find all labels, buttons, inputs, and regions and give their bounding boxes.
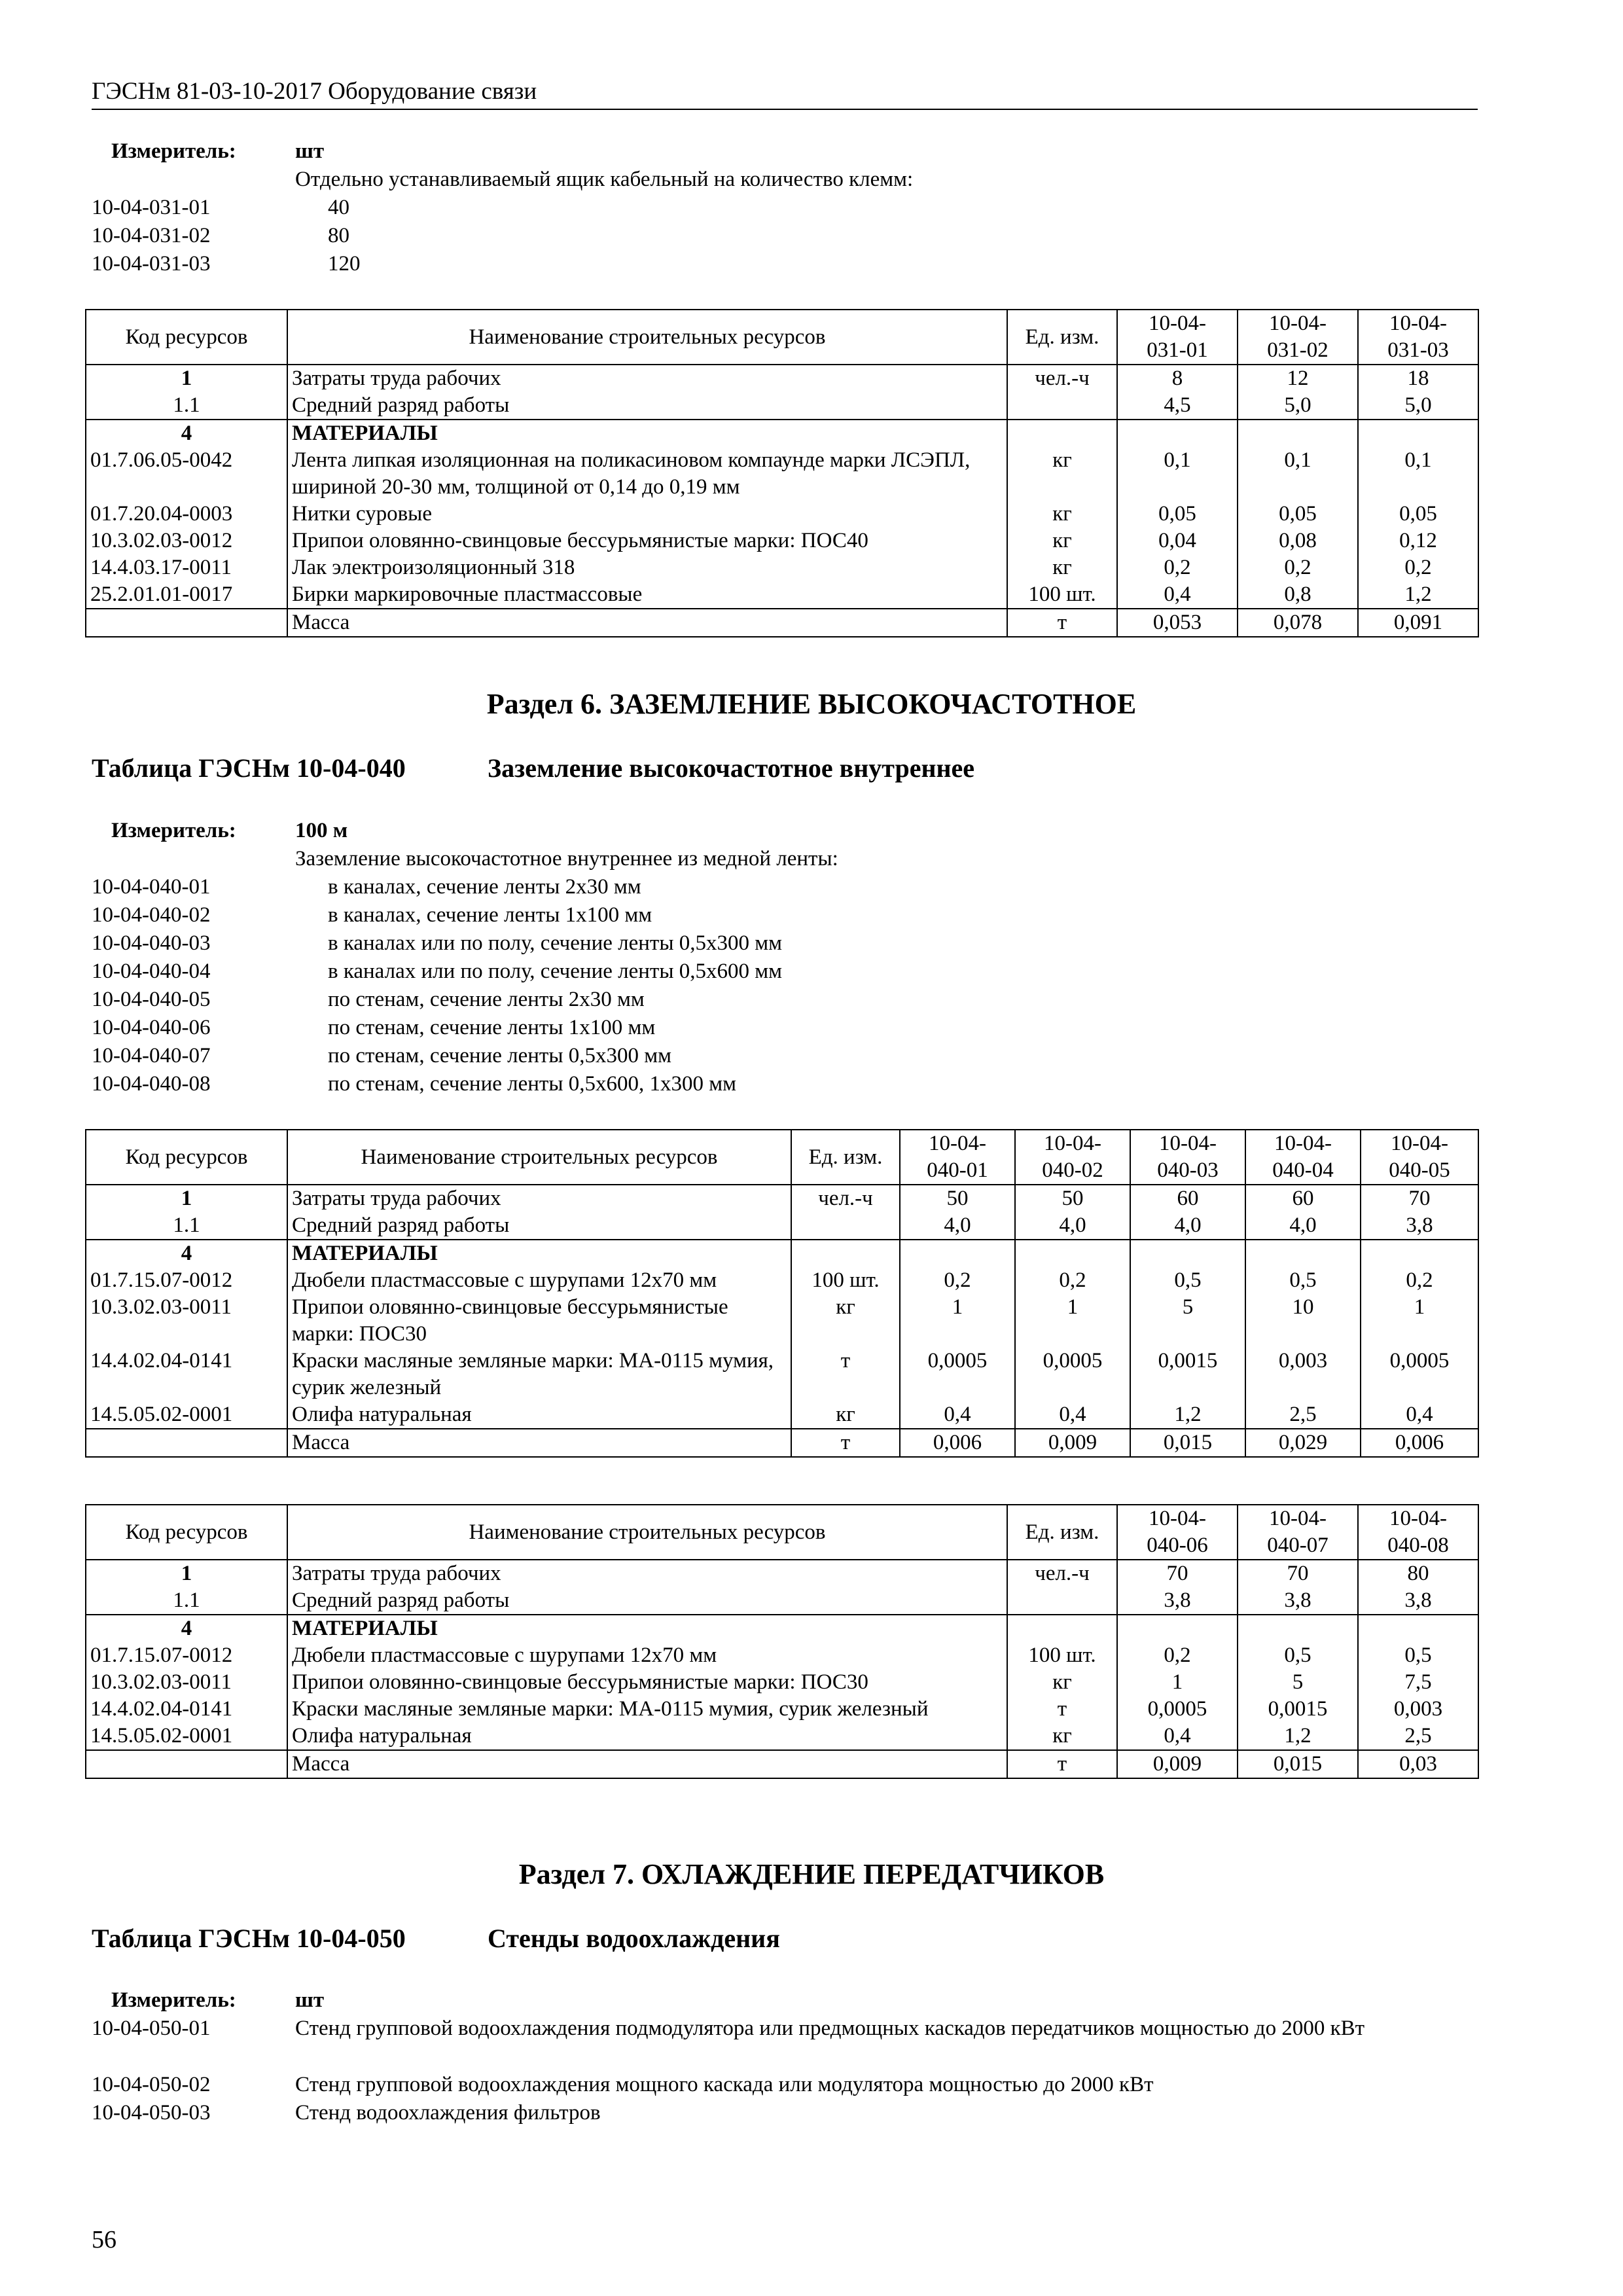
resource-value: 8 xyxy=(1117,365,1238,392)
resource-value: 3,8 xyxy=(1358,1587,1478,1615)
table-row xyxy=(86,1642,1478,1669)
resource-name: Дюбели пластмассовые с шурупами 12х70 мм xyxy=(287,1267,791,1294)
resource-value: 5,0 xyxy=(1238,392,1358,420)
resource-value: 0,006 xyxy=(900,1429,1015,1457)
resource-value: 0,029 xyxy=(1245,1429,1361,1457)
resource-value: 18 xyxy=(1358,365,1478,392)
item-code: 10-04-040-06 xyxy=(92,1016,211,1039)
resource-value: 1 xyxy=(1015,1294,1130,1348)
resource-value: 0,0005 xyxy=(1015,1348,1130,1401)
column-header: 10-04- 040-08 xyxy=(1358,1505,1478,1560)
table-row xyxy=(86,1294,1478,1348)
resource-name: Затраты труда рабочих xyxy=(287,1185,791,1212)
resource-unit: кг xyxy=(1007,501,1117,528)
resource-unit xyxy=(1007,1587,1117,1615)
resource-name: Припои оловянно-свинцовые бессурьмянистые марки: ПОС30 xyxy=(287,1669,1007,1696)
page-header: ГЭСНм 81-03-10-2017 Оборудование связи xyxy=(92,77,1478,110)
resource-value: 0,015 xyxy=(1130,1429,1245,1457)
column-header: Наименование строительных ресурсов xyxy=(287,1505,1007,1560)
item-text: 120 xyxy=(328,252,361,276)
resource-value: 0,0015 xyxy=(1130,1348,1245,1401)
resource-value: 0,1 xyxy=(1358,447,1478,501)
resource-unit: кг xyxy=(1007,1669,1117,1696)
resource-value xyxy=(1238,1615,1358,1642)
table-row xyxy=(86,1267,1478,1294)
resource-value: 1 xyxy=(1117,1669,1238,1696)
table-row xyxy=(86,501,1478,528)
resource-code: 01.7.15.07-0012 xyxy=(86,1642,287,1669)
table-name: Заземление высокочастотное внутреннее xyxy=(488,753,975,783)
item-text: Стенд групповой водоохлаждения мощного каскада или модулятора мощностью до 2000 кВт xyxy=(295,2073,1154,2096)
resource-value xyxy=(1358,420,1478,447)
item-code: 10-04-040-08 xyxy=(92,1072,211,1096)
resource-value: 0,015 xyxy=(1238,1750,1358,1778)
resource-unit: т xyxy=(1007,1696,1117,1723)
resources-table-040-a xyxy=(85,1129,1479,1458)
resource-value: 0,2 xyxy=(1117,554,1238,581)
resource-value: 0,2 xyxy=(1117,1642,1238,1669)
resource-code: 10.3.02.03-0011 xyxy=(86,1294,287,1348)
resource-value: 3,8 xyxy=(1117,1587,1238,1615)
resource-unit: чел.-ч xyxy=(1007,365,1117,392)
resource-value: 5 xyxy=(1238,1669,1358,1696)
column-header: Наименование строительных ресурсов xyxy=(287,310,1007,365)
resource-value: 2,5 xyxy=(1358,1723,1478,1750)
item-code: 10-04-031-02 xyxy=(92,224,211,247)
resource-value: 5 xyxy=(1130,1294,1245,1348)
resource-unit: т xyxy=(1007,1750,1117,1778)
resource-value: 0,5 xyxy=(1358,1642,1478,1669)
resource-name: Нитки суровые xyxy=(287,501,1007,528)
item-code: 10-04-050-03 xyxy=(92,2101,211,2125)
resource-name: Олифа натуральная xyxy=(287,1401,791,1429)
resource-unit: т xyxy=(791,1429,900,1457)
resource-code: 4 xyxy=(86,1615,287,1642)
resource-value: 0,1 xyxy=(1238,447,1358,501)
resource-code: 14.4.03.17-0011 xyxy=(86,554,287,581)
table-row xyxy=(86,1212,1478,1240)
item-code: 10-04-040-03 xyxy=(92,931,211,955)
resource-code: 1 xyxy=(86,1560,287,1587)
table-row xyxy=(86,1429,1478,1457)
page-number: 56 xyxy=(92,2226,116,2253)
column-header: 10-04- 040-01 xyxy=(900,1130,1015,1185)
resource-value: 0,009 xyxy=(1015,1429,1130,1457)
resource-name: Средний разряд работы xyxy=(287,392,1007,420)
item-code: 10-04-040-01 xyxy=(92,875,211,899)
item-code: 10-04-040-02 xyxy=(92,903,211,927)
resource-code: 4 xyxy=(86,420,287,447)
resource-value: 4,0 xyxy=(900,1212,1015,1240)
item-text: Стенд водоохлаждения фильтров xyxy=(295,2101,601,2125)
resource-value: 0,0005 xyxy=(900,1348,1015,1401)
table-row xyxy=(86,420,1478,447)
resource-value: 3,8 xyxy=(1238,1587,1358,1615)
resource-code: 1 xyxy=(86,1185,287,1212)
column-header: Наименование строительных ресурсов xyxy=(287,1130,791,1185)
resource-value xyxy=(1117,420,1238,447)
resource-value: 1 xyxy=(1361,1294,1478,1348)
column-header: 10-04- 040-06 xyxy=(1117,1505,1238,1560)
resource-value xyxy=(1130,1240,1245,1267)
resource-value xyxy=(1361,1240,1478,1267)
table-number: Таблица ГЭСНм 10-04-040 xyxy=(92,753,406,783)
resource-name: МАТЕРИАЛЫ xyxy=(287,1615,1007,1642)
resource-value: 0,04 xyxy=(1117,528,1238,554)
resource-value: 50 xyxy=(900,1185,1015,1212)
table-name: Стенды водоохлаждения xyxy=(488,1924,780,1953)
resource-value: 0,091 xyxy=(1358,609,1478,637)
column-header: 10-04- 040-03 xyxy=(1130,1130,1245,1185)
resource-code: 14.4.02.04-0141 xyxy=(86,1348,287,1401)
resource-unit: 100 шт. xyxy=(1007,1642,1117,1669)
table-row xyxy=(86,528,1478,554)
table-row xyxy=(86,1615,1478,1642)
section-6-title: Раздел 6. ЗАЗЕМЛЕНИЕ ВЫСОКОЧАСТОТНОЕ xyxy=(486,688,1137,720)
resource-code: 1 xyxy=(86,365,287,392)
item-text: в каналах или по полу, сечение ленты 0,5х300 мм xyxy=(328,931,783,955)
column-header: Ед. изм. xyxy=(1007,1505,1117,1560)
resource-value: 0,05 xyxy=(1117,501,1238,528)
resource-value: 0,05 xyxy=(1238,501,1358,528)
resource-value: 70 xyxy=(1361,1185,1478,1212)
resource-code: 4 xyxy=(86,1240,287,1267)
table-row xyxy=(86,1750,1478,1778)
resource-unit: кг xyxy=(1007,528,1117,554)
resource-unit xyxy=(1007,420,1117,447)
resource-value xyxy=(1245,1240,1361,1267)
resource-value: 4,0 xyxy=(1130,1212,1245,1240)
resource-name: МАТЕРИАЛЫ xyxy=(287,1240,791,1267)
resource-value: 0,1 xyxy=(1117,447,1238,501)
resource-name: Затраты труда рабочих xyxy=(287,1560,1007,1587)
resource-value: 0,08 xyxy=(1238,528,1358,554)
resource-value: 4,0 xyxy=(1245,1212,1361,1240)
measure-value: 100 м xyxy=(295,819,348,842)
resource-value: 5,0 xyxy=(1358,392,1478,420)
resource-unit: кг xyxy=(791,1401,900,1429)
table-row xyxy=(86,1401,1478,1429)
resource-value: 0,2 xyxy=(1015,1267,1130,1294)
resource-name: Масса xyxy=(287,1429,791,1457)
table-row xyxy=(86,1560,1478,1587)
resource-code: 14.5.05.02-0001 xyxy=(86,1723,287,1750)
item-text: 40 xyxy=(328,196,349,219)
resource-unit xyxy=(1007,392,1117,420)
column-header: 10-04- 031-01 xyxy=(1117,310,1238,365)
resource-code: 01.7.06.05-0042 xyxy=(86,447,287,501)
table-row xyxy=(86,581,1478,609)
resource-value: 10 xyxy=(1245,1294,1361,1348)
column-header: Ед. изм. xyxy=(791,1130,900,1185)
resource-value: 7,5 xyxy=(1358,1669,1478,1696)
resource-name: Масса xyxy=(287,609,1007,637)
resource-value: 0,4 xyxy=(900,1401,1015,1429)
resource-value xyxy=(900,1240,1015,1267)
resources-table-040-b xyxy=(85,1504,1479,1779)
resource-code: 14.5.05.02-0001 xyxy=(86,1401,287,1429)
resource-value: 0,4 xyxy=(1117,1723,1238,1750)
resource-code: 1.1 xyxy=(86,1587,287,1615)
resource-value: 0,078 xyxy=(1238,609,1358,637)
item-text: в каналах или по полу, сечение ленты 0,5х600 мм xyxy=(328,960,783,983)
table-number: Таблица ГЭСНм 10-04-050 xyxy=(92,1924,406,1953)
table-title-040 xyxy=(92,753,975,783)
resource-value: 4,5 xyxy=(1117,392,1238,420)
column-header: 10-04- 040-05 xyxy=(1361,1130,1478,1185)
table-row xyxy=(86,1696,1478,1723)
table-header-row xyxy=(86,310,1478,365)
resource-code: 01.7.15.07-0012 xyxy=(86,1267,287,1294)
resource-value: 0,2 xyxy=(1361,1267,1478,1294)
section-7-title: Раздел 7. ОХЛАЖДЕНИЕ ПЕРЕДАТЧИКОВ xyxy=(518,1858,1105,1890)
resource-unit: 100 шт. xyxy=(1007,581,1117,609)
measure-value: шт xyxy=(295,139,325,163)
block-description: Отдельно устанавливаемый ящик кабельный на количество клемм: xyxy=(295,168,914,191)
resource-unit: кг xyxy=(1007,554,1117,581)
resource-value: 0,006 xyxy=(1361,1429,1478,1457)
resource-value: 0,0005 xyxy=(1361,1348,1478,1401)
item-text: в каналах, сечение ленты 2х30 мм xyxy=(328,875,641,899)
resource-name: Припои оловянно-свинцовые бессурьмянистые марки: ПОС30 xyxy=(287,1294,791,1348)
resource-code: 01.7.20.04-0003 xyxy=(86,501,287,528)
resource-value: 0,5 xyxy=(1238,1642,1358,1669)
item-code: 10-04-050-01 xyxy=(92,2017,211,2040)
resource-value: 0,8 xyxy=(1238,581,1358,609)
resource-value: 0,009 xyxy=(1117,1750,1238,1778)
resource-name: Средний разряд работы xyxy=(287,1587,1007,1615)
block-description: Заземление высокочастотное внутреннее из медной ленты: xyxy=(295,847,838,870)
table-row xyxy=(86,1348,1478,1401)
table-row xyxy=(86,609,1478,637)
measure-value: шт xyxy=(295,1988,325,2012)
table-row xyxy=(86,392,1478,420)
column-header: Код ресурсов xyxy=(86,310,287,365)
resource-unit xyxy=(791,1240,900,1267)
resource-value: 4,0 xyxy=(1015,1212,1130,1240)
resource-value: 1 xyxy=(900,1294,1015,1348)
resource-unit xyxy=(791,1212,900,1240)
column-header: 10-04- 040-02 xyxy=(1015,1130,1130,1185)
resource-value: 2,5 xyxy=(1245,1401,1361,1429)
resource-unit: кг xyxy=(791,1294,900,1348)
resource-value: 60 xyxy=(1130,1185,1245,1212)
column-header: 10-04- 040-07 xyxy=(1238,1505,1358,1560)
resource-name: Лента липкая изоляционная на поликасиновом компаунде марки ЛСЭПЛ, шириной 20-30 мм, толщиной от 0,14 до 0,19 мм xyxy=(287,447,1007,501)
resource-code: 10.3.02.03-0012 xyxy=(86,528,287,554)
table-row xyxy=(86,1240,1478,1267)
resource-name: Краски масляные земляные марки: МА-0115 мумия, сурик железный xyxy=(287,1696,1007,1723)
item-code: 10-04-031-01 xyxy=(92,196,211,219)
resource-name: Бирки маркировочные пластмассовые xyxy=(287,581,1007,609)
resource-value: 0,4 xyxy=(1015,1401,1130,1429)
resource-unit: чел.-ч xyxy=(1007,1560,1117,1587)
resource-value: 50 xyxy=(1015,1185,1130,1212)
resource-name: Масса xyxy=(287,1750,1007,1778)
item-code: 10-04-031-03 xyxy=(92,252,211,276)
resource-value: 0,4 xyxy=(1117,581,1238,609)
resource-value xyxy=(1238,420,1358,447)
resource-code xyxy=(86,609,287,637)
resource-value: 3,8 xyxy=(1361,1212,1478,1240)
table-row xyxy=(86,1185,1478,1212)
resource-value: 80 xyxy=(1358,1560,1478,1587)
measure-label: Измеритель: xyxy=(111,819,236,842)
item-code: 10-04-040-05 xyxy=(92,988,211,1011)
measure-label: Измеритель: xyxy=(111,139,236,163)
resource-code xyxy=(86,1750,287,1778)
resource-value: 0,05 xyxy=(1358,501,1478,528)
resource-value: 1,2 xyxy=(1358,581,1478,609)
resource-value: 0,4 xyxy=(1361,1401,1478,1429)
table-row xyxy=(86,1723,1478,1750)
item-code: 10-04-050-02 xyxy=(92,2073,211,2096)
resource-value xyxy=(1117,1615,1238,1642)
resource-code xyxy=(86,1429,287,1457)
item-code: 10-04-040-07 xyxy=(92,1044,211,1067)
item-code: 10-04-040-04 xyxy=(92,960,211,983)
column-header: 10-04- 031-03 xyxy=(1358,310,1478,365)
resource-value: 0,0015 xyxy=(1238,1696,1358,1723)
table-title-050 xyxy=(92,1923,780,1954)
resource-name: МАТЕРИАЛЫ xyxy=(287,420,1007,447)
measure-block-050 xyxy=(92,1986,1478,2127)
resource-code: 10.3.02.03-0011 xyxy=(86,1669,287,1696)
resource-value: 0,5 xyxy=(1245,1267,1361,1294)
table-header-row xyxy=(86,1505,1478,1560)
column-header: 10-04- 040-04 xyxy=(1245,1130,1361,1185)
resource-value: 1,2 xyxy=(1238,1723,1358,1750)
table-row xyxy=(86,554,1478,581)
resource-code: 1.1 xyxy=(86,392,287,420)
resource-name: Лак электроизоляционный 318 xyxy=(287,554,1007,581)
resource-value: 0,003 xyxy=(1358,1696,1478,1723)
resource-value: 70 xyxy=(1117,1560,1238,1587)
resource-code: 14.4.02.04-0141 xyxy=(86,1696,287,1723)
resource-value: 0,003 xyxy=(1245,1348,1361,1401)
item-text: по стенам, сечение ленты 1х100 мм xyxy=(328,1016,656,1039)
resource-code: 25.2.01.01-0017 xyxy=(86,581,287,609)
resource-name: Затраты труда рабочих xyxy=(287,365,1007,392)
resource-value: 0,5 xyxy=(1130,1267,1245,1294)
resource-value: 70 xyxy=(1238,1560,1358,1587)
table-row xyxy=(86,1587,1478,1615)
item-text: по стенам, сечение ленты 2х30 мм xyxy=(328,988,645,1011)
resource-name: Припои оловянно-свинцовые бессурьмянистые марки: ПОС40 xyxy=(287,528,1007,554)
resources-table-031 xyxy=(85,309,1479,637)
resource-value: 0,2 xyxy=(1238,554,1358,581)
resource-unit: кг xyxy=(1007,1723,1117,1750)
resource-value xyxy=(1015,1240,1130,1267)
resource-unit xyxy=(1007,1615,1117,1642)
resource-value: 0,2 xyxy=(1358,554,1478,581)
column-header: 10-04- 031-02 xyxy=(1238,310,1358,365)
resource-value: 60 xyxy=(1245,1185,1361,1212)
resource-unit: т xyxy=(791,1348,900,1401)
table-row xyxy=(86,1669,1478,1696)
resource-unit: кг xyxy=(1007,447,1117,501)
column-header: Ед. изм. xyxy=(1007,310,1117,365)
resource-value: 0,2 xyxy=(900,1267,1015,1294)
item-text: Стенд групповой водоохлаждения подмодулятора или предмощных каскадов передатчиков мощностью до 2000 кВт xyxy=(295,2017,1365,2040)
column-header: Код ресурсов xyxy=(86,1505,287,1560)
resource-value: 0,0005 xyxy=(1117,1696,1238,1723)
table-header-row xyxy=(86,1130,1478,1185)
resource-value: 0,12 xyxy=(1358,528,1478,554)
item-text: 80 xyxy=(328,224,349,247)
resource-value: 0,03 xyxy=(1358,1750,1478,1778)
table-row xyxy=(86,447,1478,501)
resource-value: 12 xyxy=(1238,365,1358,392)
resource-unit: 100 шт. xyxy=(791,1267,900,1294)
resource-name: Дюбели пластмассовые с шурупами 12х70 мм xyxy=(287,1642,1007,1669)
table-row xyxy=(86,365,1478,392)
resource-unit: т xyxy=(1007,609,1117,637)
item-text: по стенам, сечение ленты 0,5х600, 1х300 мм xyxy=(328,1072,737,1096)
resource-unit: чел.-ч xyxy=(791,1185,900,1212)
resource-name: Краски масляные земляные марки: МА-0115 мумия, сурик железный xyxy=(287,1348,791,1401)
measure-label: Измеритель: xyxy=(111,1988,236,2012)
resource-name: Средний разряд работы xyxy=(287,1212,791,1240)
item-text: в каналах, сечение ленты 1х100 мм xyxy=(328,903,652,927)
resource-value: 1,2 xyxy=(1130,1401,1245,1429)
resource-code: 1.1 xyxy=(86,1212,287,1240)
resource-value xyxy=(1358,1615,1478,1642)
resource-value: 0,053 xyxy=(1117,609,1238,637)
resource-name: Олифа натуральная xyxy=(287,1723,1007,1750)
item-text: по стенам, сечение ленты 0,5х300 мм xyxy=(328,1044,672,1067)
column-header: Код ресурсов xyxy=(86,1130,287,1185)
